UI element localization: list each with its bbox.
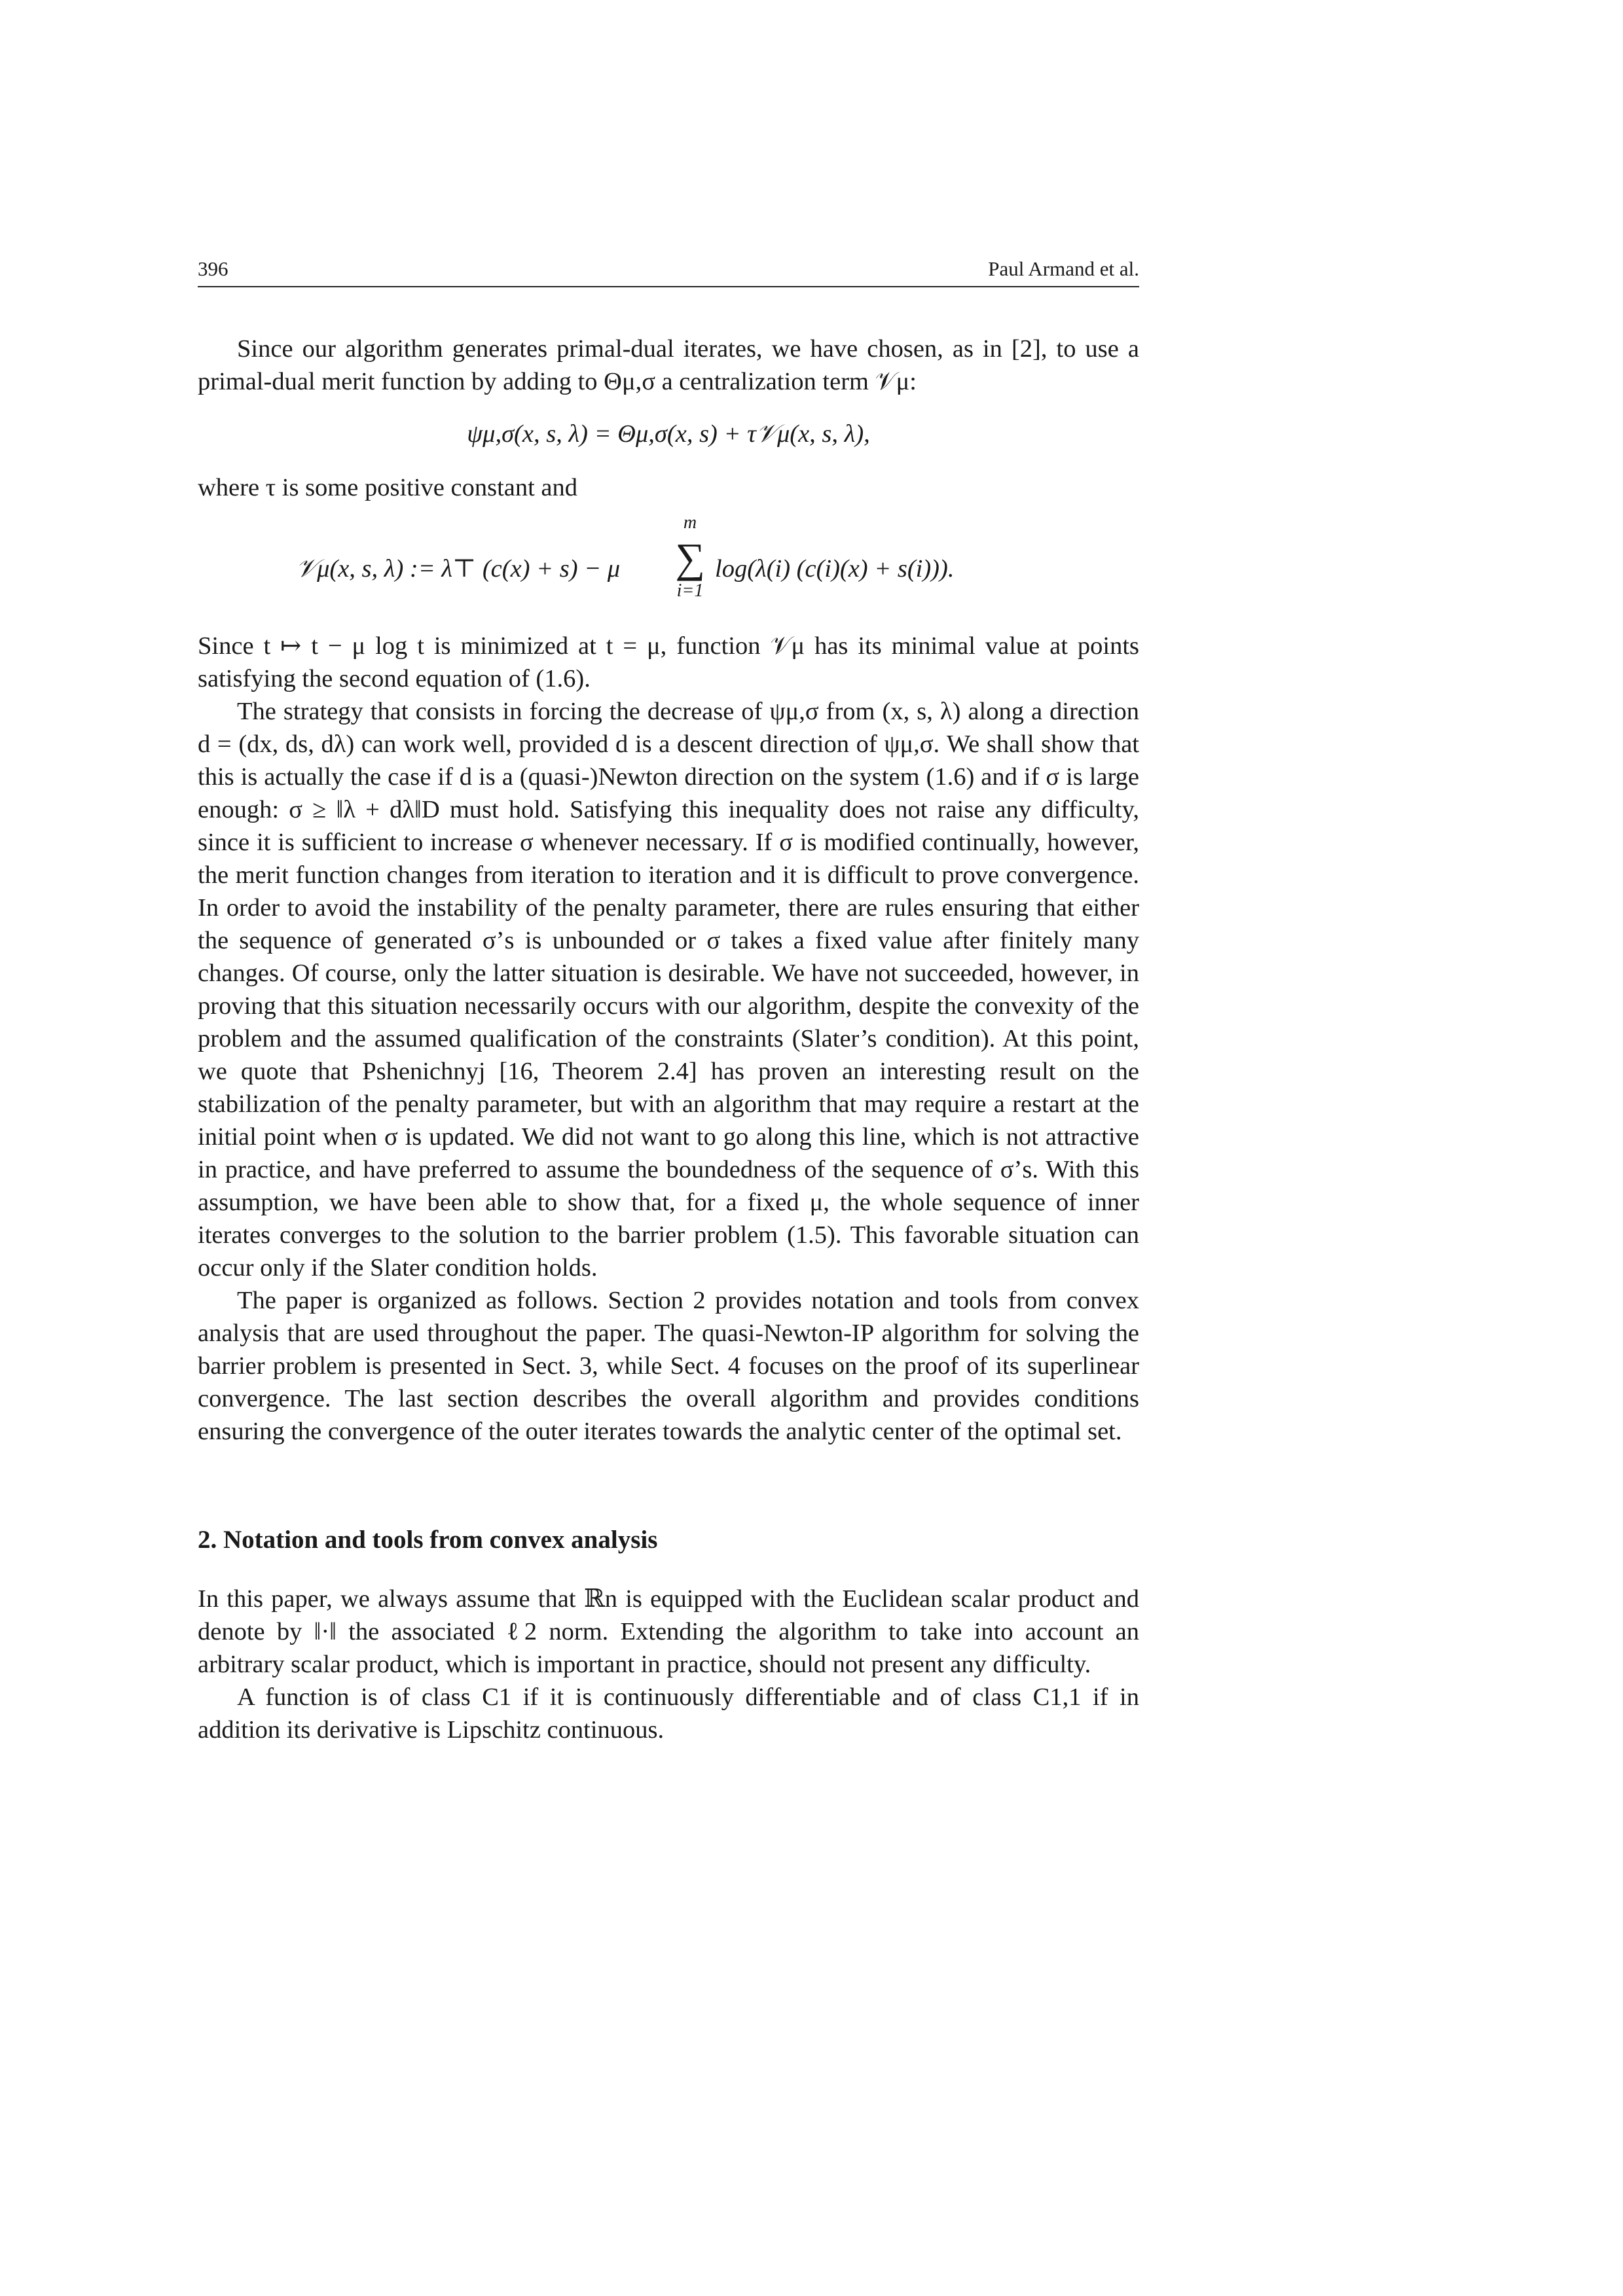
section-heading: 2. Notation and tools from convex analysis bbox=[198, 1526, 658, 1554]
sigma-symbol: ∑ bbox=[675, 535, 705, 581]
equation-centralization-term bbox=[198, 513, 1139, 624]
paragraph-4: The strategy that consists in forcing the decrease of ψμ,σ from (x, s, λ) along a direction d = (dx, ds, dλ) can work well, provided d is a descent direction of ψμ,σ. We shall show that this is actually the case if d is a (quasi-)Newton direction on the system (1.6) and if σ is large enough: σ ≥ ‖λ + dλ‖D must hold. Satisfying this inequality does not raise any difficulty, since it is sufficient to increase σ whenever necessary. If σ is modified continually, however, the merit function changes from iteration to iteration and it is difficult to prove convergence. In order to avoid the instability of the penalty parameter, there are rules ensuring that either the sequence of generated σ’s is unbounded or σ takes a fixed value after finitely many changes. Of course, only the latter situation is desirable. We have not succeeded, however, in proving that this situation necessarily occurs with our algorithm, despite the convexity of the problem and the assumed qualification of the constraints (Slater’s condition). At this point, we quote that Pshenichnyj [16, Theorem 2.4] has proven an interesting result on the stabilization of the penalty parameter, but with an algorithm that may require a restart at the initial point when σ is updated. We did not want to go along this line, which is not attractive in practice, and have preferred to assume the boundedness of the sequence of σ’s. With this assumption, we have been able to show that, for a fixed μ, the whole sequence of inner iterates converges to the solution to the barrier problem (1.5). This favorable situation can occur only if the Slater condition holds. bbox=[198, 698, 1139, 1282]
equation-rhs: log(λ(i) (c(i)(x) + s(i))). bbox=[715, 555, 955, 583]
paragraph-2: where τ is some positive constant and bbox=[198, 474, 578, 501]
paragraph-3: Since t ↦ t − μ log t is minimized at t = μ, function 𝒱μ has its minimal value at points satisfying the second equation of (1.6). bbox=[198, 632, 1139, 692]
page-header bbox=[198, 257, 1139, 287]
page-number: 396 bbox=[198, 257, 228, 280]
body-text bbox=[198, 332, 1139, 1746]
equation-lhs: 𝒱μ(x, s, λ) := λ⊤ (c(x) + s) − μ bbox=[296, 555, 621, 583]
paragraph-7: A function is of class C1 if it is continuously differentiable and of class C1,1 if in addition its derivative is Lipschitz continuous. bbox=[198, 1683, 1139, 1744]
sum-upper-limit: m bbox=[683, 512, 697, 533]
sum-lower-limit: i=1 bbox=[676, 581, 704, 601]
equation-merit-function: ψμ,σ(x, s, λ) = Θμ,σ(x, s) + τ𝒱μ(x, s, λ), bbox=[467, 420, 870, 448]
running-head: Paul Armand et al. bbox=[988, 257, 1139, 280]
page bbox=[198, 0, 1139, 2296]
paragraph-5: The paper is organized as follows. Section 2 provides notation and tools from convex analysis that are used throughout the paper. The quasi-Newton-IP algorithm for solving the barrier problem is presented in Sect. 3, while Sect. 4 focuses on the proof of its superlinear convergence. The last section describes the overall algorithm and provides conditions ensuring the convergence of the outer iterates towards the analytic center of the optimal set. bbox=[198, 1287, 1139, 1445]
paragraph-6: In this paper, we always assume that ℝn is equipped with the Euclidean scalar product and denote by ‖·‖ the associated ℓ2 norm. Extending the algorithm to take into account an arbitrary scalar product, which is important in practice, should not present any difficulty. bbox=[198, 1585, 1139, 1678]
paragraph-1: Since our algorithm generates primal-dual iterates, we have chosen, as in [2], to use a primal-dual merit function by adding to Θμ,σ a centralization term 𝒱μ: bbox=[198, 335, 1139, 395]
